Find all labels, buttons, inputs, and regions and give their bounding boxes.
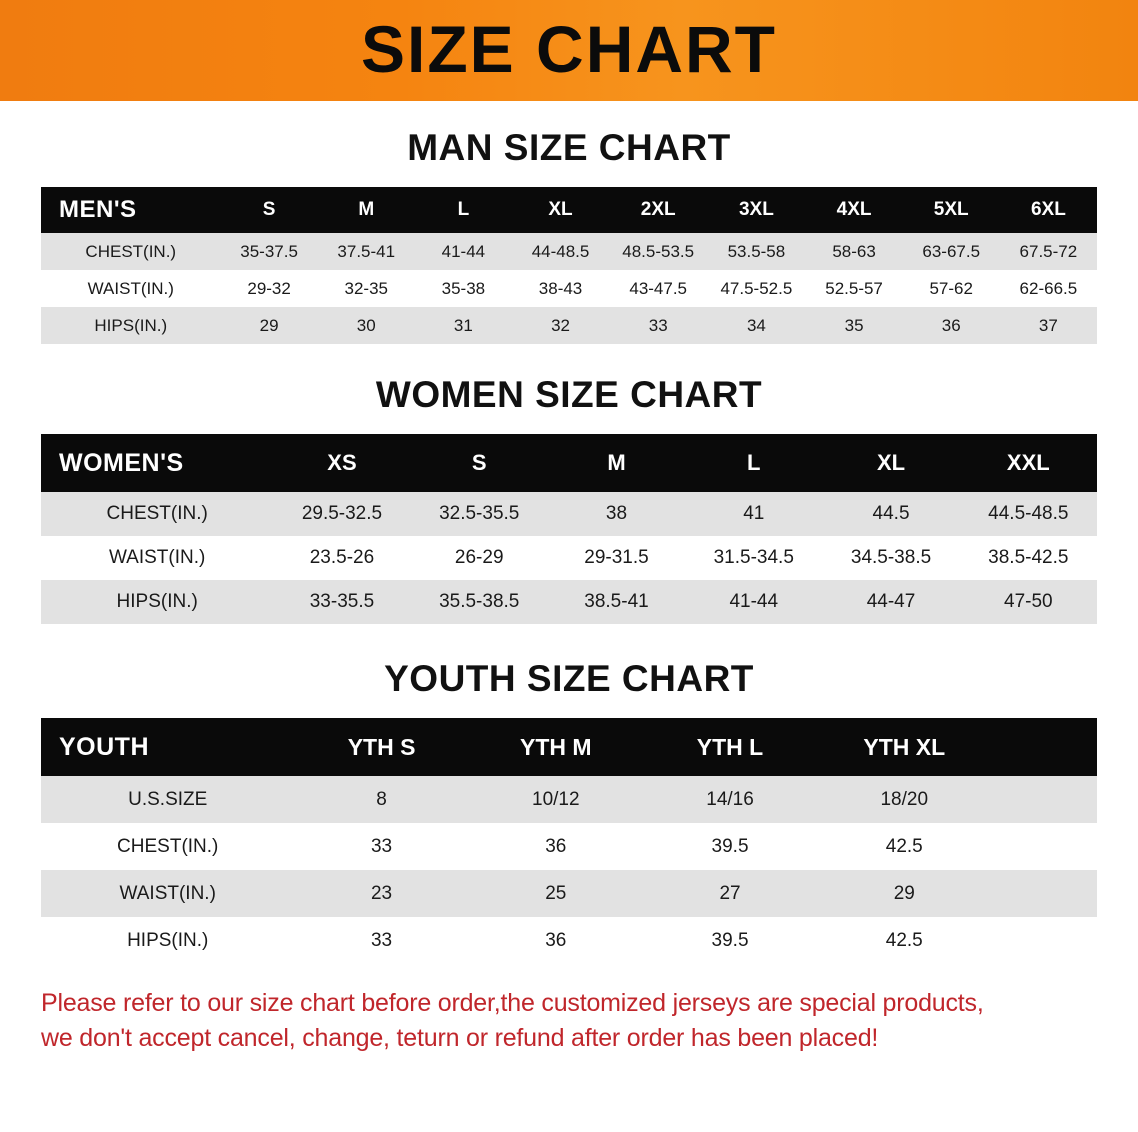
youth-ussize-m: 10/12: [469, 776, 643, 823]
youth-ussize-l: 14/16: [643, 776, 817, 823]
women-header-s: S: [411, 434, 548, 492]
men-chest-l: 41-44: [415, 233, 512, 270]
men-header-2xl: 2XL: [609, 187, 707, 233]
table-header-row: [41, 718, 1097, 776]
men-chest-3xl: 53.5-58: [707, 233, 805, 270]
table-row: [41, 307, 1097, 344]
men-hips-l: 31: [415, 307, 512, 344]
women-header-xs: XS: [273, 434, 410, 492]
youth-size-chart-table: [41, 718, 1097, 964]
women-hips-s: 35.5-38.5: [411, 580, 548, 624]
table-row: [41, 492, 1097, 536]
women-row-label-hips: HIPS(IN.): [41, 580, 273, 624]
women-header-m: M: [548, 434, 685, 492]
women-chest-xxl: 44.5-48.5: [960, 492, 1097, 536]
youth-chest-m: 36: [469, 823, 643, 870]
men-header-5xl: 5XL: [903, 187, 1000, 233]
women-chest-xs: 29.5-32.5: [273, 492, 410, 536]
women-chest-l: 41: [685, 492, 822, 536]
youth-ussize-spacer: [991, 776, 1097, 823]
men-hips-5xl: 36: [903, 307, 1000, 344]
men-hips-m: 30: [318, 307, 415, 344]
men-waist-2xl: 43-47.5: [609, 270, 707, 307]
women-chest-s: 32.5-35.5: [411, 492, 548, 536]
women-hips-xs: 33-35.5: [273, 580, 410, 624]
men-waist-xl: 38-43: [512, 270, 609, 307]
youth-ussize-s: 8: [294, 776, 468, 823]
women-hips-xxl: 47-50: [960, 580, 1097, 624]
youth-chest-l: 39.5: [643, 823, 817, 870]
youth-waist-s: 23: [294, 870, 468, 917]
men-row-label-waist: WAIST(IN.): [41, 270, 221, 307]
table-row: [41, 917, 1097, 964]
women-size-chart-title: WOMEN SIZE CHART: [375, 374, 763, 415]
table-row: [41, 233, 1097, 270]
youth-hips-spacer: [991, 917, 1097, 964]
youth-waist-m: 25: [469, 870, 643, 917]
men-chest-s: 35-37.5: [221, 233, 318, 270]
youth-size-chart-title: YOUTH SIZE CHART: [384, 658, 754, 699]
men-waist-l: 35-38: [415, 270, 512, 307]
women-header-xxl: XXL: [960, 434, 1097, 492]
table-row: [41, 823, 1097, 870]
size-chart-banner: [0, 0, 1138, 101]
disclaimer-line-1: Please refer to our size chart before order,the customized jerseys are special products,: [41, 989, 984, 1017]
men-header-label: MEN'S: [41, 187, 221, 233]
youth-ussize-xl: 18/20: [817, 776, 991, 823]
youth-header-xl: YTH XL: [817, 718, 991, 776]
men-chest-xl: 44-48.5: [512, 233, 609, 270]
women-hips-xl: 44-47: [822, 580, 959, 624]
youth-row-label-hips: HIPS(IN.): [41, 917, 294, 964]
men-hips-4xl: 35: [806, 307, 903, 344]
men-header-4xl: 4XL: [806, 187, 903, 233]
youth-waist-xl: 29: [817, 870, 991, 917]
size-chart-disclaimer: [41, 986, 1097, 1055]
men-waist-5xl: 57-62: [903, 270, 1000, 307]
women-waist-xl: 34.5-38.5: [822, 536, 959, 580]
women-hips-l: 41-44: [685, 580, 822, 624]
youth-hips-xl: 42.5: [817, 917, 991, 964]
men-hips-2xl: 33: [609, 307, 707, 344]
men-waist-m: 32-35: [318, 270, 415, 307]
youth-chest-s: 33: [294, 823, 468, 870]
women-size-chart-table: [41, 434, 1097, 624]
men-header-m: M: [318, 187, 415, 233]
women-waist-xxl: 38.5-42.5: [960, 536, 1097, 580]
men-chest-m: 37.5-41: [318, 233, 415, 270]
table-row: [41, 870, 1097, 917]
women-waist-l: 31.5-34.5: [685, 536, 822, 580]
banner-title: SIZE CHART: [361, 11, 777, 86]
men-chest-6xl: 67.5-72: [1000, 233, 1097, 270]
women-header-l: L: [685, 434, 822, 492]
table-header-row: [41, 187, 1097, 233]
men-header-6xl: 6XL: [1000, 187, 1097, 233]
table-header-row: [41, 434, 1097, 492]
men-hips-6xl: 37: [1000, 307, 1097, 344]
men-chest-2xl: 48.5-53.5: [609, 233, 707, 270]
men-chest-5xl: 63-67.5: [903, 233, 1000, 270]
men-header-s: S: [221, 187, 318, 233]
table-row: [41, 536, 1097, 580]
youth-chest-xl: 42.5: [817, 823, 991, 870]
man-size-chart-table: [41, 187, 1097, 344]
youth-waist-l: 27: [643, 870, 817, 917]
men-row-label-chest: CHEST(IN.): [41, 233, 221, 270]
youth-hips-s: 33: [294, 917, 468, 964]
table-row: [41, 580, 1097, 624]
disclaimer-line-2: we don't accept cancel, change, teturn or refund after order has been placed!: [41, 1023, 879, 1052]
man-size-chart-table-wrap: [41, 187, 1097, 344]
youth-header-s: YTH S: [294, 718, 468, 776]
youth-row-label-ussize: U.S.SIZE: [41, 776, 294, 823]
women-waist-m: 29-31.5: [548, 536, 685, 580]
women-row-label-chest: CHEST(IN.): [41, 492, 273, 536]
youth-header-label: YOUTH: [41, 718, 294, 776]
women-waist-xs: 23.5-26: [273, 536, 410, 580]
women-header-xl: XL: [822, 434, 959, 492]
youth-header-l: YTH L: [643, 718, 817, 776]
table-row: [41, 776, 1097, 823]
women-waist-s: 26-29: [411, 536, 548, 580]
men-waist-6xl: 62-66.5: [1000, 270, 1097, 307]
women-chest-xl: 44.5: [822, 492, 959, 536]
women-header-label: WOMEN'S: [41, 434, 273, 492]
men-waist-4xl: 52.5-57: [806, 270, 903, 307]
man-size-chart-title: MAN SIZE CHART: [407, 127, 731, 168]
youth-row-label-waist: WAIST(IN.): [41, 870, 294, 917]
youth-header-m: YTH M: [469, 718, 643, 776]
women-hips-m: 38.5-41: [548, 580, 685, 624]
men-chest-4xl: 58-63: [806, 233, 903, 270]
men-row-label-hips: HIPS(IN.): [41, 307, 221, 344]
men-hips-s: 29: [221, 307, 318, 344]
youth-hips-m: 36: [469, 917, 643, 964]
youth-row-label-chest: CHEST(IN.): [41, 823, 294, 870]
women-row-label-waist: WAIST(IN.): [41, 536, 273, 580]
men-header-3xl: 3XL: [707, 187, 805, 233]
youth-hips-l: 39.5: [643, 917, 817, 964]
youth-header-spacer: [991, 718, 1097, 776]
men-hips-xl: 32: [512, 307, 609, 344]
table-row: [41, 270, 1097, 307]
men-waist-3xl: 47.5-52.5: [707, 270, 805, 307]
youth-waist-spacer: [991, 870, 1097, 917]
men-waist-s: 29-32: [221, 270, 318, 307]
men-hips-3xl: 34: [707, 307, 805, 344]
youth-size-chart-table-wrap: [41, 718, 1097, 964]
men-header-l: L: [415, 187, 512, 233]
men-header-xl: XL: [512, 187, 609, 233]
women-size-chart-table-wrap: [41, 434, 1097, 624]
youth-chest-spacer: [991, 823, 1097, 870]
women-chest-m: 38: [548, 492, 685, 536]
